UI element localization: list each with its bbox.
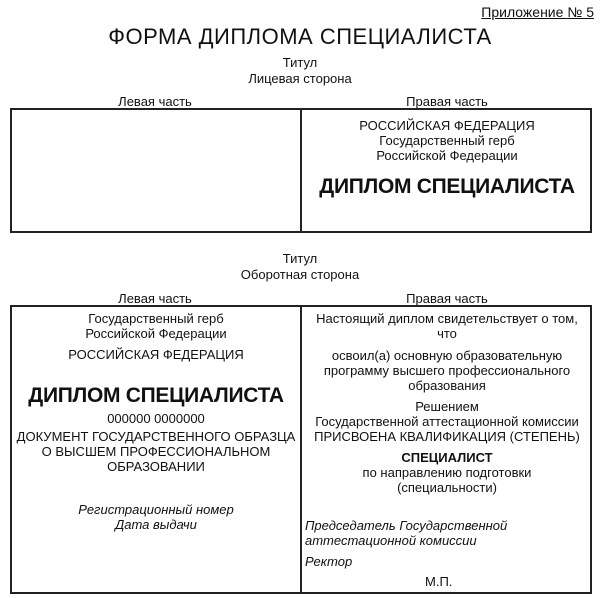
mastered-line1: освоил(а) основную образовательную: [331, 348, 563, 363]
chair-line2: аттестационной комиссии: [305, 533, 477, 548]
direction-line2: (специальности): [397, 480, 497, 495]
back-emblem-line1: Государственный герб: [88, 311, 224, 326]
certifies-line1: Настоящий диплом свидетельствует о том,: [316, 311, 578, 326]
front-emblem-line2: Российской Федерации: [376, 148, 518, 163]
diploma-number: 000000 0000000: [107, 411, 205, 426]
seal-label: М.П.: [425, 574, 453, 589]
front-side-label: Лицевая сторона: [248, 71, 352, 86]
commission-label: Государственной аттестационной комиссии: [315, 414, 579, 429]
chair-line1: Председатель Государственной: [305, 518, 508, 533]
back-right-label: Правая часть: [406, 291, 488, 306]
front-country: РОССИЙСКАЯ ФЕДЕРАЦИЯ: [359, 118, 535, 133]
back-side-label: Оборотная сторона: [240, 267, 360, 282]
doc-type-line1: ДОКУМЕНТ ГОСУДАРСТВЕННОГО ОБРАЗЦА: [16, 429, 296, 444]
front-diploma-title: ДИПЛОМ СПЕЦИАЛИСТА: [319, 175, 575, 198]
back-title-label: Титул: [282, 251, 318, 266]
back-country: РОССИЙСКАЯ ФЕДЕРАЦИЯ: [68, 347, 244, 362]
back-right-content: [302, 311, 592, 495]
rector-label: Ректор: [305, 554, 353, 569]
doc-type-line2: О ВЫСШЕМ ПРОФЕССИОНАЛЬНОМ: [41, 444, 271, 459]
chair-signature-block: [305, 518, 507, 569]
certifies-line2: что: [437, 326, 457, 341]
specialist-label: СПЕЦИАЛИСТ: [401, 450, 493, 465]
back-emblem-line2: Российской Федерации: [85, 326, 227, 341]
back-left-content: [12, 311, 300, 532]
registration-number-label: Регистрационный номер: [78, 502, 234, 517]
doc-type-line3: ОБРАЗОВАНИИ: [107, 459, 205, 474]
front-emblem-line1: Государственный герб: [379, 133, 515, 148]
direction-line1: по направлению подготовки: [362, 465, 532, 480]
mastered-line2: программу высшего профессионального: [323, 363, 571, 378]
decision-label: Решением: [415, 399, 479, 414]
front-right-content: [302, 118, 592, 198]
front-title-label: Титул: [282, 55, 318, 70]
front-right-label: Правая часть: [406, 94, 488, 109]
back-left-label: Левая часть: [118, 291, 192, 306]
page-title: ФОРМА ДИПЛОМА СПЕЦИАЛИСТА: [108, 24, 492, 49]
issue-date-label: Дата выдачи: [115, 517, 197, 532]
mastered-line3: образования: [408, 378, 486, 393]
back-diploma-title: ДИПЛОМ СПЕЦИАЛИСТА: [28, 384, 284, 407]
appendix-number: Приложение № 5: [481, 4, 594, 20]
qualification-label: ПРИСВОЕНА КВАЛИФИКАЦИЯ (СТЕПЕНЬ): [314, 429, 580, 444]
front-left-label: Левая часть: [118, 94, 192, 109]
